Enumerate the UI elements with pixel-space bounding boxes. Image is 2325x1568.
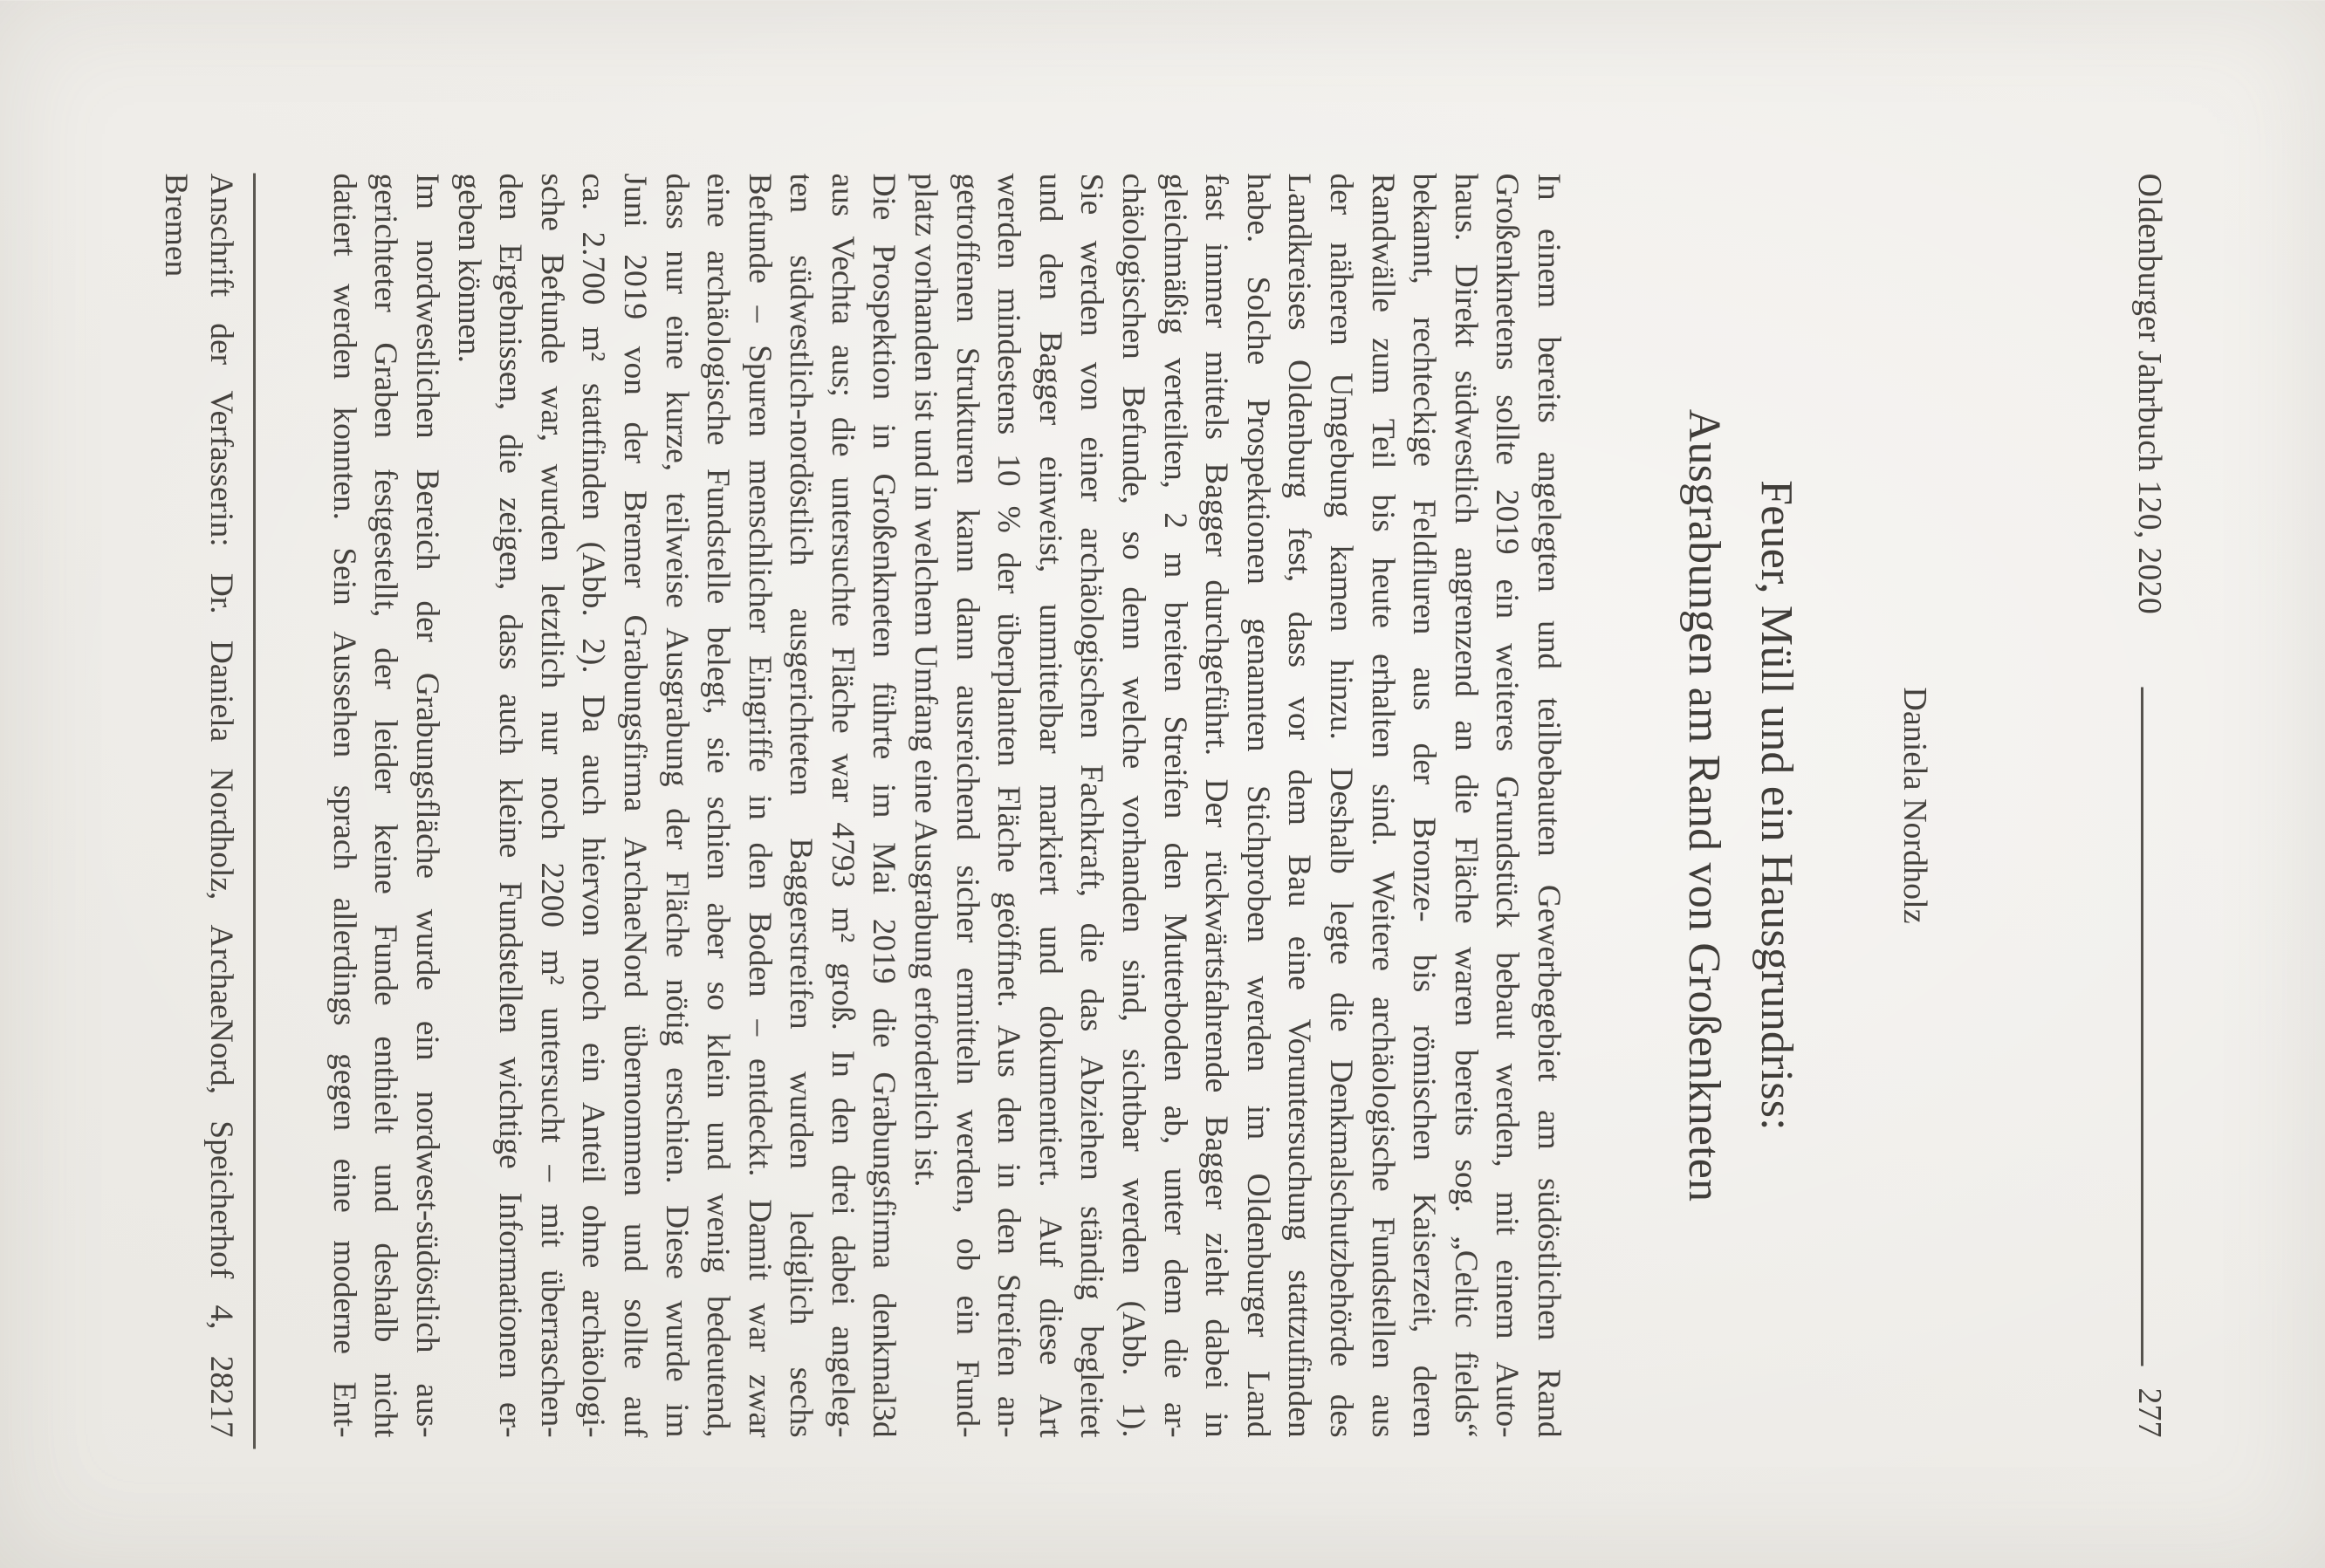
- body-line: eine archäologische Fundstelle belegt, sie schien aber so klein und wenig bedeutend,: [700, 173, 737, 1437]
- body-line: Die Prospektion in Großenkneten führte im Mai 2019 die Grabungsfirma denkmal3d: [866, 173, 902, 1437]
- body-line: Befunde – Spuren menschlicher Eingriffe in den Boden – entdeckt. Damit war zwar: [741, 173, 778, 1437]
- address-line1: Anschrift der Verfasserin: Dr. Daniela Nordholz, ArchaeNord, Speicherhof 4, 28217: [203, 173, 239, 1437]
- body-line: In einem bereits angelegten und teilbebauten Gewerbegebiet am südöstlichen Rand: [1531, 173, 1567, 1437]
- header-rule: [2141, 687, 2143, 1366]
- body-line: den Ergebnissen, die zeigen, dass auch kleine Fundstellen wichtige Informationen er-: [492, 173, 529, 1437]
- footnote-rule: [254, 173, 257, 1448]
- body-line: habe. Solche Prospektionen genannten Stichproben werden im Oldenburger Land: [1239, 173, 1276, 1437]
- body-line: datiert werden konnten. Sein Aussehen sprach allerdings gegen eine moderne Ent-: [326, 173, 362, 1437]
- body-line: gleichmäßig verteilten, 2 m breiten Streifen den Mutterboden ab, unter dem die ar-: [1156, 173, 1193, 1437]
- page-number: 277: [2131, 1387, 2168, 1437]
- body-line: geben können.: [450, 173, 487, 363]
- body-line: Sie werden von einer archäologischen Fachkraft, die das Abziehen ständig begleitet: [1073, 173, 1110, 1437]
- body-line: aus Vechta aus; die untersuchte Fläche war 4793 m² groß. In den drei dabei angeleg-: [824, 173, 861, 1437]
- body-line: ca. 2.700 m² stattfinden (Abb. 2). Da auch hiervon noch ein Anteil ohne archäologi-: [575, 173, 612, 1437]
- body-line: chäologischen Befunde, so denn welche vorhanden sind, sichtbar werden (Abb. 1).: [1115, 173, 1152, 1437]
- journal-header: Oldenburger Jahrbuch 120, 2020: [2131, 173, 2168, 614]
- body-line: platz vorhanden ist und in welchem Umfang eine Ausgrabung erforderlich ist.: [908, 173, 944, 1187]
- body-line: der näheren Umgebung kamen hinzu. Deshalb legte die Denkmalschutzbehörde des: [1323, 173, 1360, 1437]
- author-name: Daniela Nordholz: [1896, 686, 1933, 924]
- body-line: und den Bagger einweist, unmittelbar markiert und dokumentiert. Auf diese Art: [1032, 173, 1068, 1437]
- body-line: ten südwestlich-nordöstlich ausgerichteten Baggerstreifen wurden lediglich sechs: [783, 173, 820, 1437]
- body-line: fast immer mittels Bagger durchgeführt. Der rückwärtsfahrende Bagger zieht dabei in: [1198, 173, 1235, 1437]
- address-line2: Bremen: [158, 173, 194, 277]
- body-line: getroffenen Strukturen kann dann ausreichend sicher ermitteln werden, ob ein Fund-: [949, 173, 985, 1437]
- body-line: haus. Direkt südwestlich angrenzend an die Fläche waren bereits sog. „Celtic fields“: [1447, 173, 1484, 1437]
- article-title-line2: Ausgrabungen am Rand von Großenkneten: [1679, 408, 1729, 1202]
- article-body: [323, 173, 1569, 1437]
- body-line: Landkreises Oldenburg fest, dass vor dem Bau eine Voruntersuchung stattzufinden: [1281, 173, 1318, 1437]
- body-line: sche Befunde war, wurden letztlich nur noch 2200 m² untersucht – mit überraschen-: [533, 173, 570, 1437]
- body-line: Im nordwestlichen Bereich der Grabungsfläche wurde ein nordwest-südöstlich aus-: [408, 173, 445, 1437]
- body-line: Großenknetens sollte 2019 ein weiteres Grundstück bebaut werden, mit einem Auto-: [1489, 173, 1526, 1437]
- body-line: bekannt, rechteckige Feldfluren aus der Bronze- bis römischen Kaiserzeit, deren: [1406, 173, 1443, 1437]
- body-line: dass nur eine kurze, teilweise Ausgrabung der Fläche nötig erschien. Diese wurde im: [658, 173, 695, 1437]
- body-line: gerichteter Graben festgestellt, der leider keine Funde enthielt und deshalb nicht: [367, 173, 404, 1437]
- article-title-line1: Feuer, Müll und ein Hausgrundriss:: [1752, 479, 1801, 1131]
- body-line: Randwälle zum Teil bis heute erhalten sind. Weitere archäologische Fundstellen aus: [1364, 173, 1401, 1437]
- body-line: Juni 2019 von der Bremer Grabungsfirma ArchaeNord übernommen und sollte auf: [616, 173, 653, 1437]
- body-line: werden mindestens 10 % der überplanten Fläche geöffnet. Aus den in den Streifen an-: [991, 173, 1027, 1437]
